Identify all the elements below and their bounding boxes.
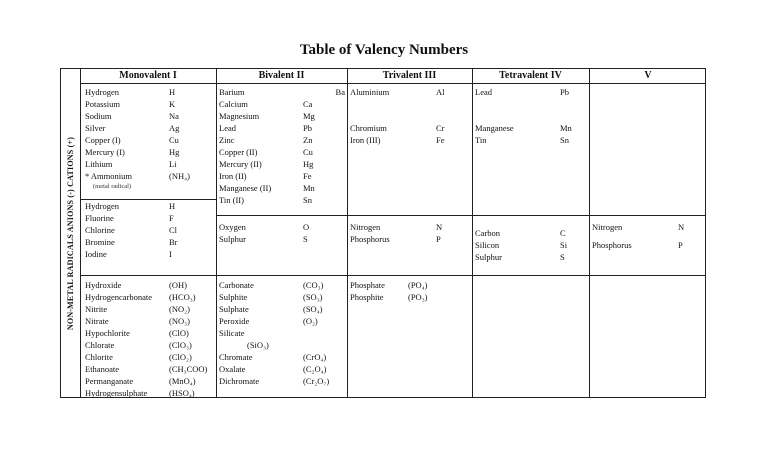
table-row: [475, 86, 585, 98]
table-row: [85, 122, 213, 134]
element-symbol: Sn: [560, 135, 569, 145]
element-name: Potassium: [85, 99, 120, 109]
element-name: Zinc: [219, 135, 235, 145]
element-symbol: (C₂O₄): [303, 364, 327, 374]
element-name: Sulphur: [219, 234, 246, 244]
element-name: Nitrogen: [350, 222, 381, 232]
table-row: [85, 315, 213, 327]
element-symbol: (ClO₃): [169, 340, 192, 350]
element-name: Silicon: [475, 240, 500, 250]
header-tetravalent: Tetravalent IV: [499, 70, 562, 81]
table-row: [85, 279, 213, 291]
element-name: Calcium: [219, 99, 248, 109]
table-row: [475, 251, 585, 263]
column-divider: [216, 69, 217, 397]
element-symbol: Ag: [169, 123, 180, 133]
radicals-trivalent-cell: [350, 279, 468, 303]
element-symbol: Cr: [436, 123, 445, 133]
row-group-label: [61, 69, 80, 397]
table-row: [85, 327, 213, 339]
element-name: Tin (II): [219, 195, 244, 205]
table-row: [219, 122, 345, 134]
element-symbol: Zn: [303, 135, 313, 145]
table-row: [85, 98, 213, 110]
table-row: [85, 351, 213, 363]
page-title: Table of Valency Numbers: [299, 42, 469, 58]
element-symbol: (PO₄): [408, 280, 428, 290]
table-row: [219, 158, 345, 170]
table-row: [85, 363, 213, 375]
table-row: [85, 387, 213, 399]
element-name: Aluminium: [350, 87, 390, 97]
anions-tetravalent-cell: [475, 227, 585, 263]
row-divider: [80, 83, 705, 84]
element-name: Hypochlorite: [85, 328, 130, 338]
element-symbol: (CO₃): [303, 280, 324, 290]
anions-bivalent-cell: [219, 221, 345, 245]
element-name: Manganese (II): [219, 183, 272, 193]
element-symbol: N: [678, 222, 685, 232]
column-divider: [472, 69, 473, 397]
table-row: [85, 200, 213, 212]
table-row: [219, 110, 345, 122]
table-row: [85, 291, 213, 303]
cations-monovalent-cell: [85, 86, 213, 191]
element-symbol: Mg: [303, 111, 315, 121]
anions-trivalent-cell: [350, 221, 468, 245]
element-symbol: S: [303, 234, 308, 244]
element-symbol: (SO₄): [303, 304, 323, 314]
element-symbol: C: [560, 228, 566, 238]
row-divider: [80, 275, 705, 276]
element-symbol: O: [303, 222, 310, 232]
element-name: Mercury (II): [219, 159, 262, 169]
element-symbol: (Cr₂O₇): [303, 376, 330, 386]
table-row: [219, 375, 345, 387]
table-row: [219, 363, 345, 375]
table-row: [219, 194, 345, 206]
element-symbol: (SO₃): [303, 292, 323, 302]
table-row: [475, 239, 585, 251]
cations-tetravalent-cell: [475, 86, 585, 146]
element-name: Chromate: [219, 352, 253, 362]
element-name: Nitrite: [85, 304, 108, 314]
table-row: [350, 279, 468, 291]
cations-trivalent-cell: [350, 86, 468, 146]
element-symbol: Fe: [303, 171, 312, 181]
anions-v-cell: [592, 221, 704, 251]
table-row: [85, 134, 213, 146]
element-symbol: Na: [169, 111, 179, 121]
table-row: [85, 110, 213, 122]
element-name: * Ammonium: [85, 171, 132, 181]
table-row: [85, 224, 213, 236]
element-symbol: Hg: [169, 147, 180, 157]
table-row: [592, 221, 704, 233]
element-symbol: S: [560, 252, 565, 262]
table-row: [85, 248, 213, 260]
element-symbol: (OH): [169, 280, 187, 290]
element-name: Chlorine: [85, 225, 115, 235]
element-symbol: Al: [436, 87, 445, 97]
element-name: Carbonate: [219, 280, 254, 290]
table-row: [350, 221, 468, 233]
element-symbol: F: [169, 213, 174, 223]
table-row: [85, 170, 213, 182]
header-v: V: [644, 70, 652, 81]
table-row: [85, 375, 213, 387]
table-row: [219, 170, 345, 182]
element-name: Hydrogensulphate: [85, 388, 148, 398]
element-name: Iodine: [85, 249, 107, 259]
valency-table: [60, 68, 706, 398]
element-name: Mercury (I): [85, 147, 125, 157]
column-divider: [347, 69, 348, 397]
row-group-label-text: NON-METAL RADICALS ANIONS (-) CATIONS (+): [66, 136, 75, 330]
element-name: Phosphorus: [350, 234, 390, 244]
element-name: Copper (II): [219, 147, 258, 157]
element-name: Iron (III): [350, 135, 381, 145]
element-name: Sulphite: [219, 292, 248, 302]
table-row: [350, 86, 468, 98]
element-symbol: (ClO₂): [169, 352, 192, 362]
header-bivalent: Bivalent II: [258, 70, 305, 81]
element-name: Oxalate: [219, 364, 246, 374]
table-row: [219, 339, 345, 351]
ammonium-note: (metal radical): [93, 183, 132, 190]
element-name: Permanganate: [85, 376, 134, 386]
table-row: [219, 98, 345, 110]
element-symbol: Mn: [303, 183, 315, 193]
element-symbol: Li: [169, 159, 177, 169]
table-row: [475, 227, 585, 239]
element-symbol: Ba: [335, 87, 345, 97]
element-name: Tin: [475, 135, 487, 145]
element-name: Sulphate: [219, 304, 249, 314]
table-row: [350, 134, 468, 146]
table-row: [219, 86, 345, 98]
table-row: [350, 122, 468, 134]
table-row: [219, 291, 345, 303]
radicals-bivalent-cell: [219, 279, 345, 387]
element-name: Hydrogen: [85, 87, 119, 97]
element-symbol: P: [436, 234, 441, 244]
element-name: Chlorite: [85, 352, 113, 362]
element-symbol: Cu: [303, 147, 313, 157]
element-symbol: Mn: [560, 123, 572, 133]
element-name: Silver: [85, 123, 106, 133]
table-row: [592, 239, 704, 251]
table-row: [219, 279, 345, 291]
element-symbol: N: [436, 222, 443, 232]
element-symbol: H: [169, 201, 176, 211]
table-row: [85, 303, 213, 315]
cations-bivalent-cell: [219, 86, 345, 206]
element-symbol: (NO₃): [169, 316, 190, 326]
element-symbol: Ca: [303, 99, 313, 109]
element-symbol: Fe: [436, 135, 445, 145]
element-name: Silicate: [219, 328, 245, 338]
element-symbol: I: [169, 249, 172, 259]
table-row: [219, 146, 345, 158]
element-name: Sulphur: [475, 252, 502, 262]
element-symbol: (SiO₃): [247, 340, 269, 350]
column-divider: [80, 69, 81, 397]
row-divider: [216, 215, 705, 216]
element-symbol: Si: [560, 240, 568, 250]
anions-monovalent-cell: [85, 200, 213, 260]
element-symbol: (MnO₄): [169, 376, 196, 386]
element-symbol: (HCO₃): [169, 292, 196, 302]
element-name: Iron (II): [219, 171, 247, 181]
element-symbol: (PO₃): [408, 292, 428, 302]
element-name: Chromium: [350, 123, 387, 133]
header-monovalent: Monovalent I: [119, 70, 177, 81]
table-row: [85, 146, 213, 158]
element-symbol: (O₂): [303, 316, 318, 326]
table-row: [85, 212, 213, 224]
element-symbol: (NH₄): [169, 171, 190, 181]
element-symbol: Cl: [169, 225, 178, 235]
table-row: [219, 351, 345, 363]
table-row: [219, 315, 345, 327]
table-row: [350, 233, 468, 245]
element-symbol: Sn: [303, 195, 312, 205]
element-name: Chlorate: [85, 340, 115, 350]
table-row: [475, 134, 585, 146]
element-symbol: (CrO₄): [303, 352, 327, 362]
column-divider: [589, 69, 590, 397]
element-name: Nitrogen: [592, 222, 623, 232]
element-name: Phosphorus: [592, 240, 632, 250]
element-name: Hydrogencarbonate: [85, 292, 153, 302]
table-row: [85, 158, 213, 170]
table-row: [219, 182, 345, 194]
table-row: [85, 236, 213, 248]
table-row: [219, 327, 345, 339]
element-name: Barium: [219, 87, 245, 97]
table-row: [475, 122, 585, 134]
element-symbol: (NO₂): [169, 304, 190, 314]
element-symbol: (ClO): [169, 328, 189, 338]
table-row: [219, 134, 345, 146]
element-name: Hydrogen: [85, 201, 119, 211]
table-row: [85, 339, 213, 351]
element-symbol: (HSO₄): [169, 388, 195, 398]
element-name: Ethanoate: [85, 364, 119, 374]
element-name: Carbon: [475, 228, 501, 238]
element-name: Lead: [219, 123, 236, 133]
table-row: [219, 221, 345, 233]
element-symbol: K: [169, 99, 176, 109]
element-symbol: Pb: [560, 87, 569, 97]
element-name: Lead: [475, 87, 492, 97]
element-name: Nitrate: [85, 316, 109, 326]
element-name: Lithium: [85, 159, 113, 169]
element-symbol: Br: [169, 237, 178, 247]
element-symbol: (CH₃COO): [169, 364, 208, 374]
element-symbol: P: [678, 240, 683, 250]
radicals-monovalent-cell: [85, 279, 213, 399]
element-symbol: H: [169, 87, 176, 97]
element-symbol: Hg: [303, 159, 314, 169]
element-name: Manganese: [475, 123, 514, 133]
table-row: [85, 86, 213, 98]
table-row: [219, 233, 345, 245]
element-name: Magnesium: [219, 111, 260, 121]
element-name: Peroxide: [219, 316, 250, 326]
element-name: Sodium: [85, 111, 112, 121]
header-trivalent: Trivalent III: [382, 70, 437, 81]
element-symbol: Pb: [303, 123, 312, 133]
table-row: [350, 291, 468, 303]
element-name: Phosphite: [350, 292, 384, 302]
element-name: Phosphate: [350, 280, 385, 290]
element-name: Dichromate: [219, 376, 260, 386]
element-name: Fluorine: [85, 213, 114, 223]
element-name: Bromine: [85, 237, 115, 247]
element-name: Hydroxide: [85, 280, 122, 290]
element-symbol: Cu: [169, 135, 179, 145]
element-name: Oxygen: [219, 222, 246, 232]
table-row: [219, 303, 345, 315]
element-name: Copper (I): [85, 135, 121, 145]
